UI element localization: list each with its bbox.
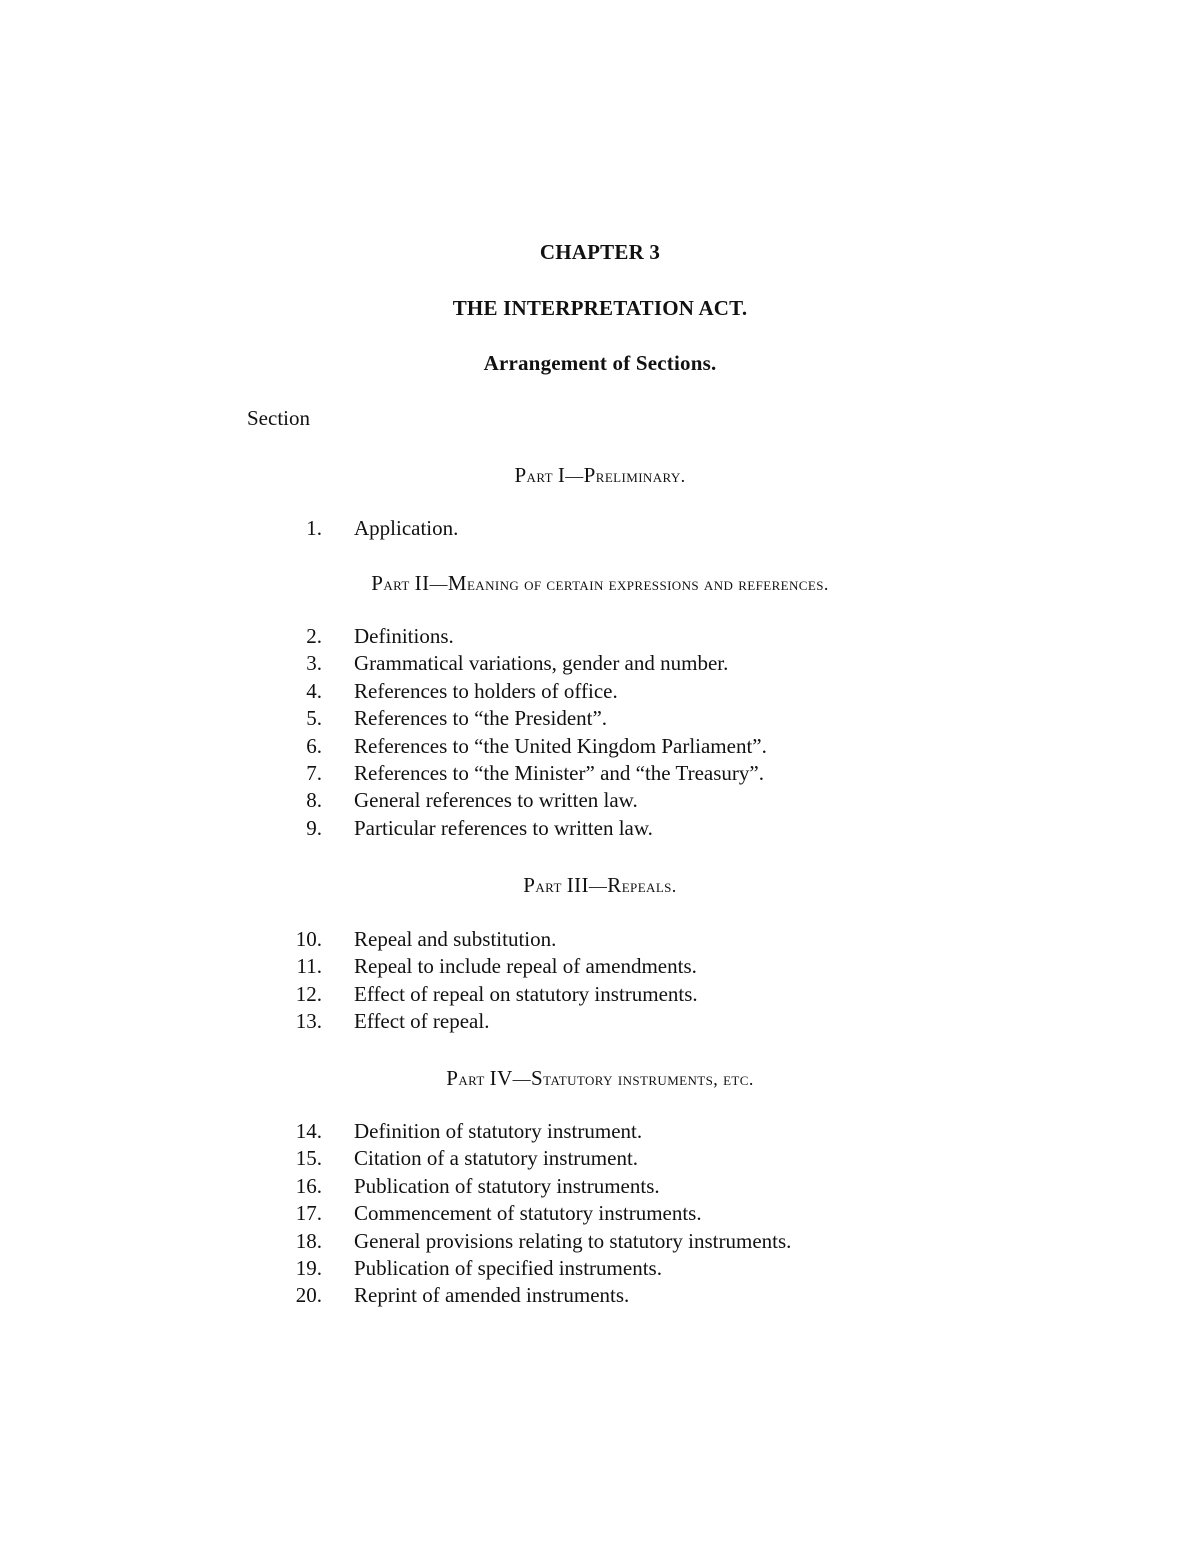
arrangement-heading: Arrangement of Sections. xyxy=(483,351,717,375)
section-title: Publication of specified instruments. xyxy=(354,1255,662,1280)
section-entry xyxy=(0,733,1200,760)
section-title: Repeal to include repeal of amendments. xyxy=(354,954,697,979)
part-heading: Part IV—Statutory instruments, etc. xyxy=(446,1066,754,1090)
section-number: 13. xyxy=(295,1009,322,1034)
section-number: 20. xyxy=(295,1283,322,1308)
section-number: 18. xyxy=(295,1228,322,1253)
section-entry xyxy=(0,981,1200,1008)
section-entry xyxy=(0,815,1200,842)
section-entry xyxy=(0,1118,1200,1145)
section-list xyxy=(0,1118,1200,1310)
section-title: Application. xyxy=(354,516,459,540)
section-entry xyxy=(0,1255,1200,1282)
section-title: Grammatical variations, gender and number. xyxy=(354,651,729,676)
section-title: Reprint of amended instruments. xyxy=(354,1283,630,1308)
section-title: References to “the United Kingdom Parliament”. xyxy=(354,733,767,758)
chapter-heading: CHAPTER 3 xyxy=(539,240,661,264)
section-entry xyxy=(0,1200,1200,1227)
section-entry xyxy=(0,953,1200,980)
section-entry xyxy=(0,1173,1200,1200)
section-number: 17. xyxy=(295,1201,322,1226)
section-number: 10. xyxy=(295,927,322,951)
act-title: THE INTERPRETATION ACT. xyxy=(452,296,748,320)
section-entry xyxy=(0,760,1200,787)
section-entry xyxy=(0,650,1200,677)
section-title: Citation of a statutory instrument. xyxy=(354,1146,639,1171)
section-title: Effect of repeal. xyxy=(354,1009,490,1034)
section-number: 15. xyxy=(295,1146,322,1171)
section-entry xyxy=(0,678,1200,705)
section-number: 1. xyxy=(306,516,322,540)
section-title: General references to written law. xyxy=(354,788,638,813)
section-number: 9. xyxy=(306,815,322,840)
section-title: References to “the President”. xyxy=(354,706,608,731)
section-title: Effect of repeal on statutory instruments. xyxy=(354,981,698,1006)
section-entry xyxy=(0,705,1200,732)
section-title: References to holders of office. xyxy=(354,678,618,703)
section-entry xyxy=(0,1228,1200,1255)
section-entry xyxy=(0,1008,1200,1035)
section-number: 3. xyxy=(306,651,322,676)
section-title: Particular references to written law. xyxy=(354,815,653,840)
section-number: 11. xyxy=(296,954,322,979)
section-title: Definition of statutory instrument. xyxy=(354,1119,643,1143)
section-list xyxy=(0,926,1200,1036)
section-column-label: Section xyxy=(247,406,310,430)
part-heading: Part I—Preliminary. xyxy=(514,463,686,487)
section-entry xyxy=(0,1145,1200,1172)
section-entry xyxy=(0,926,1200,953)
section-title: Repeal and substitution. xyxy=(354,927,557,951)
section-number: 2. xyxy=(306,624,322,648)
part-heading: Part II—Meaning of certain expressions and references. xyxy=(371,571,829,595)
section-number: 4. xyxy=(306,678,322,703)
section-entry xyxy=(0,515,1200,542)
section-number: 16. xyxy=(295,1173,322,1198)
section-title: General provisions relating to statutory instruments. xyxy=(354,1228,792,1253)
section-title: References to “the Minister” and “the Treasury”. xyxy=(354,760,764,785)
section-title: Commencement of statutory instruments. xyxy=(354,1201,702,1226)
section-title: Definitions. xyxy=(354,624,454,648)
section-number: 5. xyxy=(306,706,322,731)
part-heading: Part III—Repeals. xyxy=(523,873,677,897)
section-entry xyxy=(0,1282,1200,1309)
section-title: Publication of statutory instruments. xyxy=(354,1173,660,1198)
section-number: 7. xyxy=(306,760,322,785)
section-entry xyxy=(0,787,1200,814)
section-entry xyxy=(0,623,1200,650)
section-number: 14. xyxy=(295,1119,322,1143)
section-list xyxy=(0,515,1200,542)
section-number: 8. xyxy=(306,788,322,813)
section-number: 19. xyxy=(295,1255,322,1280)
section-number: 12. xyxy=(295,981,322,1006)
section-number: 6. xyxy=(306,733,322,758)
section-list xyxy=(0,623,1200,842)
